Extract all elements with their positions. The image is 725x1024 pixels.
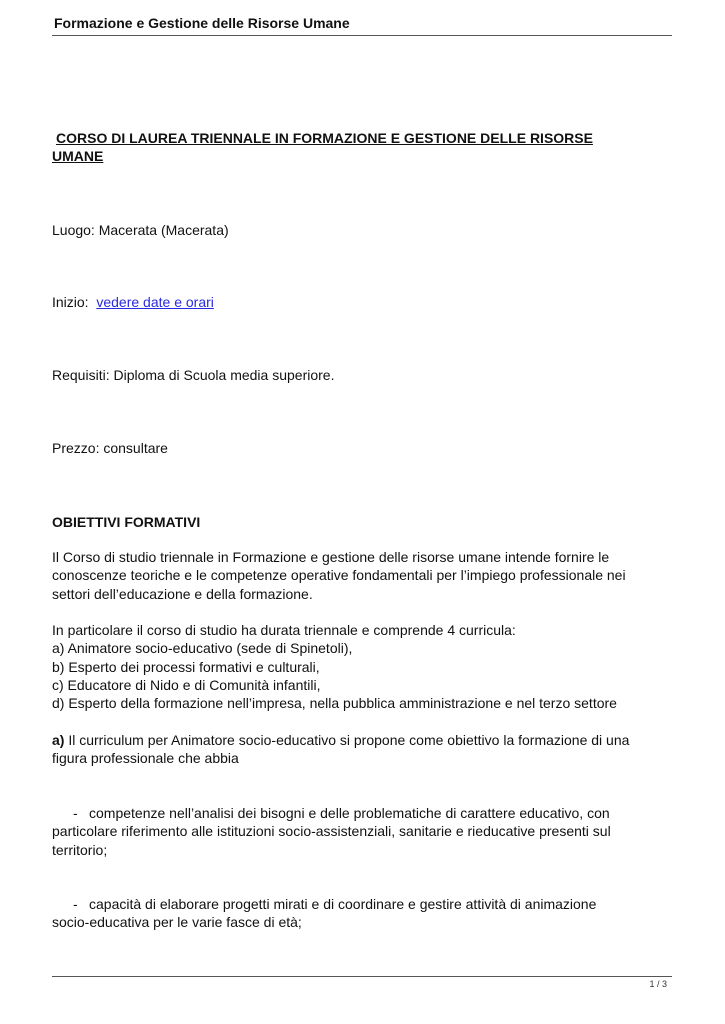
page-title — [52, 129, 662, 165]
header-divider — [52, 35, 672, 36]
start-field — [52, 293, 214, 311]
footer-divider — [52, 976, 672, 977]
requirements-field: Requisiti: Diploma di Scuola media superiore. — [52, 367, 335, 383]
curriculum-a-text: Il curriculum per Animatore socio-educativo si propone come obiettivo la formazione di una — [64, 732, 630, 748]
bullet-text: capacità di elaborare progetti mirati e di coordinare e gestire attività di animazione — [89, 896, 597, 912]
bullet-line: particolare riferimento alle istituzioni socio-assistenziali, sanitarie e rieducative presenti sul — [52, 823, 611, 840]
bullet-line: territorio; — [52, 841, 108, 858]
bullet-line: socio-educativa per le varie fasce di età; — [52, 914, 302, 931]
location-field: Luogo: Macerata (Macerata) — [52, 222, 229, 238]
curricula-line: c) Educatore di Nido e di Comunità infantili, — [52, 676, 321, 693]
curricula-line: b) Esperto dei processi formativi e culturali, — [52, 658, 320, 675]
start-label: Inizio: — [52, 294, 89, 310]
bullet-item — [52, 895, 667, 932]
curriculum-a-line-1 — [52, 731, 667, 749]
price-field: Prezzo: consultare — [52, 440, 168, 456]
intro-line: conoscenze teoriche e le competenze operative fondamentali per l’impiego professionale nei — [52, 567, 626, 584]
dates-and-times-link[interactable]: vedere date e orari — [96, 294, 214, 310]
curriculum-a-paragraph — [52, 731, 667, 768]
bullet-dash: - — [73, 896, 78, 912]
curricula-line: d) Esperto della formazione nell’impresa, nella pubblica amministrazione e nel terzo settore — [52, 695, 617, 712]
intro-line: settori dell’educazione e della formazione. — [52, 585, 313, 602]
page-header-title: Formazione e Gestione delle Risorse Umane — [54, 15, 350, 31]
bullet-text: competenze nell’analisi dei bisogni e delle problematiche di carattere educativo, con — [89, 805, 610, 821]
bullet-first-line — [52, 895, 667, 913]
intro-line: Il Corso di studio triennale in Formazione e gestione delle risorse umane intende fornire le — [52, 549, 610, 565]
page-number: 1 / 3 — [649, 979, 667, 989]
curricula-line: In particolare il corso di studio ha durata triennale e comprende 4 curricula: — [52, 622, 516, 638]
curriculum-a-line-2: figura professionale che abbia — [52, 750, 239, 767]
page-title-line-2: UMANE — [52, 148, 104, 164]
curricula-line: a) Animatore socio-educativo (sede di Spinetoli), — [52, 640, 353, 657]
intro-paragraph — [52, 548, 667, 603]
section-heading: OBIETTIVI FORMATIVI — [52, 514, 201, 530]
curriculum-a-label: a) — [52, 732, 65, 748]
bullet-item — [52, 804, 667, 859]
bullet-dash: - — [73, 805, 78, 821]
bullet-first-line — [52, 804, 667, 822]
page-title-line-1: CORSO DI LAUREA TRIENNALE IN FORMAZIONE E GESTIONE DELLE RISORSE — [56, 130, 593, 146]
curricula-paragraph — [52, 621, 667, 712]
